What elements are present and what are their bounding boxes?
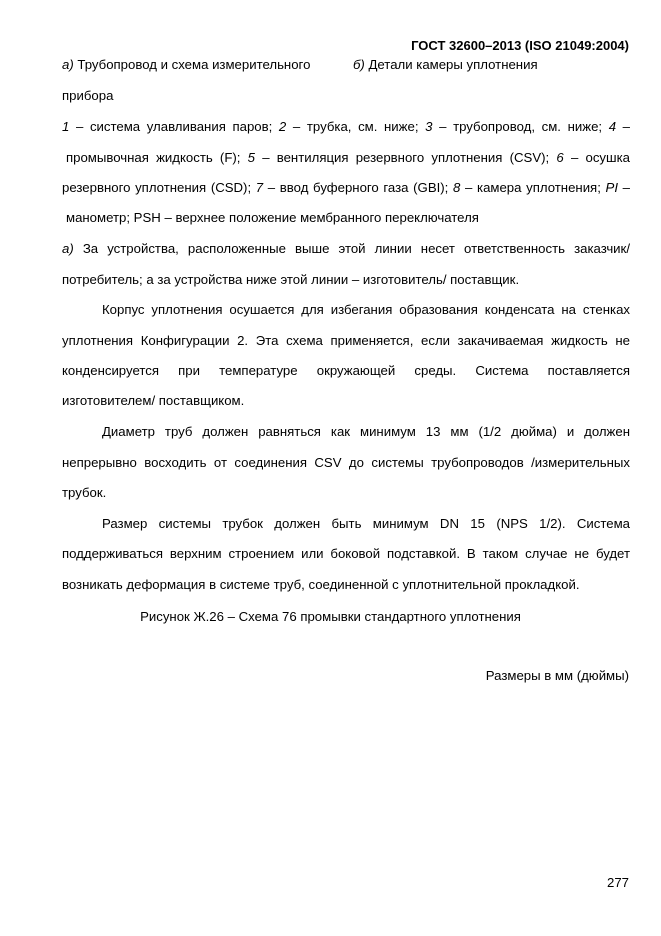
para2-line-1: Диаметр труб должен равняться как минимум 13 мм (1/2 дюйма) и должен [102,424,630,439]
legend-line-2: промывочная жидкость (F); 5 – вентиляция резервного уплотнения (CSV); 6 – осушка [66,150,630,165]
para2-line-3: трубок. [62,485,107,500]
caption-a-continuation: прибора [62,88,114,103]
figure-title: Рисунок Ж.26 – Схема 76 промывки стандартного уплотнения [140,609,521,624]
document-header: ГОСТ 32600–2013 (ISO 21049:2004) [411,38,629,53]
legend-line-4: манометр; PSH – верхнее положение мембранного переключателя [66,210,479,225]
para1-line-3: конденсируется при температуре окружающей среды. Система поставляется [62,363,630,378]
note-line-1: а) За устройства, расположенные выше этой линии несет ответственность заказчик/ [62,241,630,256]
caption-b-text: Детали камеры уплотнения [364,57,538,72]
legend-line-1: 1 – система улавливания паров; 2 – трубка, см. ниже; 3 – трубопровод, см. ниже; 4 – [62,119,631,134]
dimensions-note: Размеры в мм (дюймы) [485,668,629,683]
legend-line-3: резервного уплотнения (CSD); 7 – ввод буферного газа (GBI); 8 – камера уплотнения; PI – [62,180,630,195]
note-line-2: потребитель; а за устройства ниже этой линии – изготовитель/ поставщик. [62,272,520,287]
para3-line-3: возникать деформация в системе труб, соединенной с уплотнительной прокладкой. [62,577,580,592]
note-marker: а) [62,241,74,256]
para1-line-4: изготовителем/ поставщиком. [62,393,245,408]
para1-line-1: Корпус уплотнения осушается для избегания образования конденсата на стенках [102,302,630,317]
caption-b [353,57,538,72]
caption-a-text: Трубопровод и схема измерительного [73,57,311,72]
caption-b-marker: б) [353,57,365,72]
caption-a-marker: а) [62,57,74,72]
page-number: 277 [606,875,629,890]
para3-line-1: Размер системы трубок должен быть минимум DN 15 (NPS 1/2). Система [102,516,630,531]
para3-line-2: поддерживаться верхним строением или боковой подставкой. В таком случае не будет [62,546,630,561]
caption-a [62,57,310,72]
para2-line-2: непрерывно восходить от соединения CSV до системы трубопроводов /измерительных [62,455,630,470]
para1-line-2: уплотнения Конфигурации 2. Эта схема применяется, если закачиваемая жидкость не [62,333,630,348]
